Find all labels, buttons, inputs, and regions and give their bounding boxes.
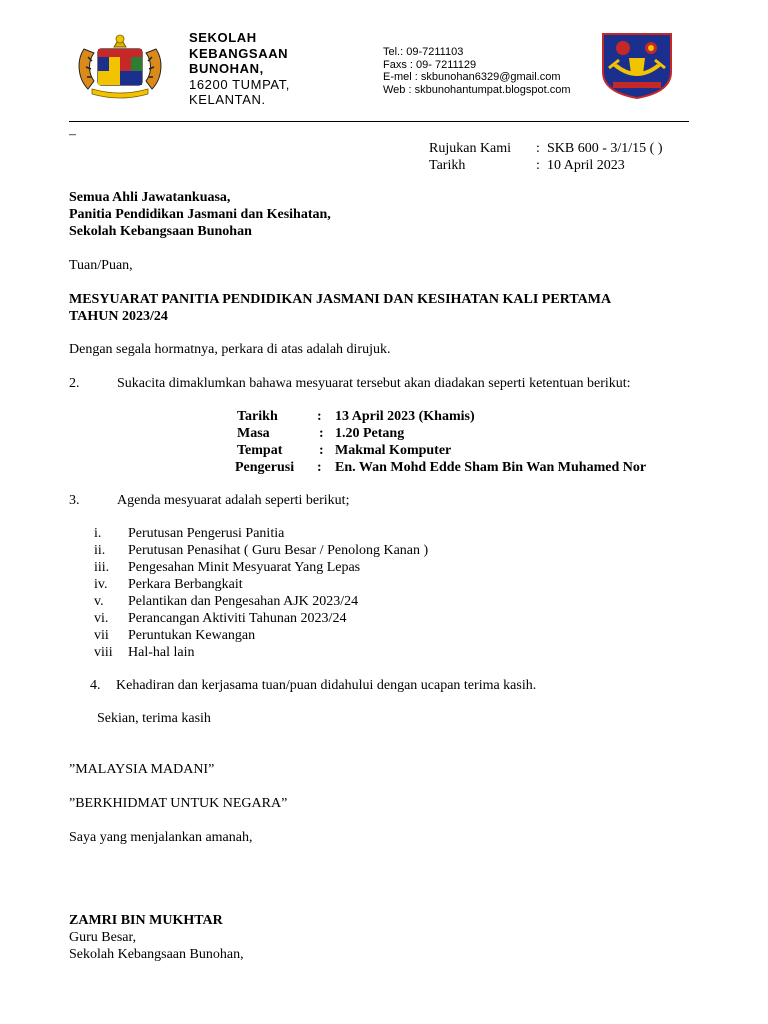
email: E-mel : skbunohan6329@gmail.com	[383, 71, 561, 83]
meeting-value: 13 April 2023 (Khamis)	[335, 409, 475, 424]
slogan: ”MALAYSIA MADANI”	[69, 762, 215, 777]
agenda-number: i.	[94, 526, 102, 541]
paragraph-text: Agenda mesyuarat adalah seperti berikut;	[117, 493, 350, 508]
agenda-text: Pengesahan Minit Mesyuarat Yang Lepas	[128, 560, 361, 575]
agenda-number: iii.	[94, 560, 110, 575]
agenda-text: Pelantikan dan Pengesahan AJK 2023/24	[128, 594, 359, 609]
school-name-line: KEBANGSAAN	[189, 45, 289, 61]
recipient-line: Semua Ahli Jawatankuasa,	[69, 190, 231, 205]
reference-row	[429, 140, 699, 157]
slogan: ”BERKHIDMAT UNTUK NEGARA”	[69, 796, 288, 811]
telephone: Tel.: 09-7211103	[383, 46, 464, 58]
intro-paragraph: Dengan segala hormatnya, perkara di atas adalah dirujuk.	[69, 342, 391, 357]
contact-info	[383, 46, 571, 96]
paragraph-number: 3.	[69, 493, 80, 508]
reference-value: SKB 600 - 3/1/15 ( )	[547, 141, 663, 156]
meeting-value: Makmal Komputer	[335, 443, 452, 458]
reference-label: Rujukan Kami	[429, 141, 512, 156]
agenda-number: v.	[94, 594, 104, 609]
recipient-line: Panitia Pendidikan Jasmani dan Kesihatan,	[69, 207, 331, 222]
recipient-line: Sekolah Kebangsaan Bunohan	[69, 224, 252, 239]
school-name-line: SEKOLAH	[189, 30, 257, 45]
agenda-number: ii.	[94, 543, 106, 558]
paragraph-number: 4.	[90, 678, 101, 693]
meeting-details	[235, 408, 695, 478]
website: Web : skbunohantumpat.blogspot.com	[383, 83, 571, 96]
agenda-number: vi.	[94, 611, 109, 626]
date-colon: :	[536, 158, 540, 173]
agenda-text: Hal-hal lain	[128, 645, 195, 660]
signatory-title: Guru Besar,	[69, 930, 137, 945]
school-address-line: KELANTAN.	[189, 92, 266, 107]
meeting-label: Tarikh	[237, 409, 278, 424]
meeting-colon: :	[319, 426, 324, 441]
letterhead-divider	[69, 121, 689, 122]
subject-line: TAHUN 2023/24	[69, 309, 168, 324]
date-label: Tarikh	[429, 158, 466, 173]
malaysia-coat-of-arms-icon	[74, 31, 166, 101]
agenda-text: Peruntukan Kewangan	[128, 628, 256, 643]
signatory-school: Sekolah Kebangsaan Bunohan,	[69, 947, 244, 962]
paragraph-text: Kehadiran dan kerjasama tuan/puan didahului dengan ucapan terima kasih.	[116, 678, 537, 693]
meeting-label: Pengerusi	[235, 460, 295, 475]
dash-mark: –	[69, 127, 76, 142]
meeting-label: Tempat	[237, 443, 283, 458]
agenda-text: Perutusan Pengerusi Panitia	[128, 526, 285, 541]
salutation: Tuan/Puan,	[69, 258, 133, 273]
date-row	[429, 157, 699, 174]
signatory-block	[69, 912, 244, 963]
meeting-colon: :	[319, 443, 324, 458]
agenda-number: vii	[94, 628, 109, 643]
school-name-line: BUNOHAN,	[189, 61, 264, 76]
agenda-number: iv.	[94, 577, 108, 592]
recipient-block	[69, 189, 331, 240]
closing: Sekian, terima kasih	[97, 711, 211, 726]
subject	[69, 291, 611, 325]
fax: Faxs : 09- 7211129	[383, 58, 477, 71]
trust-line: Saya yang menjalankan amanah,	[69, 830, 253, 845]
agenda-list	[94, 525, 514, 661]
agenda-text: Perancangan Aktiviti Tahunan 2023/24	[128, 611, 347, 626]
school-badge-icon	[599, 28, 675, 100]
subject-line: MESYUARAT PANITIA PENDIDIKAN JASMANI DAN KESIHATAN KALI PERTAMA	[69, 292, 612, 307]
agenda-text: Perutusan Penasihat ( Guru Besar / Penolong Kanan )	[128, 543, 429, 558]
meeting-value: En. Wan Mohd Edde Sham Bin Wan Muhamed Nor	[335, 460, 647, 475]
meeting-colon: :	[317, 460, 322, 475]
meeting-label: Masa	[237, 426, 270, 441]
meeting-colon: :	[317, 409, 322, 424]
paragraph-number: 2.	[69, 376, 80, 391]
reference-colon: :	[536, 141, 540, 156]
school-name	[189, 30, 290, 108]
agenda-text: Perkara Berbangkait	[128, 577, 243, 592]
paragraph-text: Sukacita dimaklumkan bahawa mesyuarat tersebut akan diadakan seperti ketentuan berikut:	[117, 376, 631, 391]
meeting-value: 1.20 Petang	[335, 426, 405, 441]
date-value: 10 April 2023	[547, 158, 625, 173]
signatory-name: ZAMRI BIN MUKHTAR	[69, 913, 223, 928]
agenda-number: viii	[94, 645, 113, 660]
school-address-line: 16200 TUMPAT,	[189, 76, 291, 92]
